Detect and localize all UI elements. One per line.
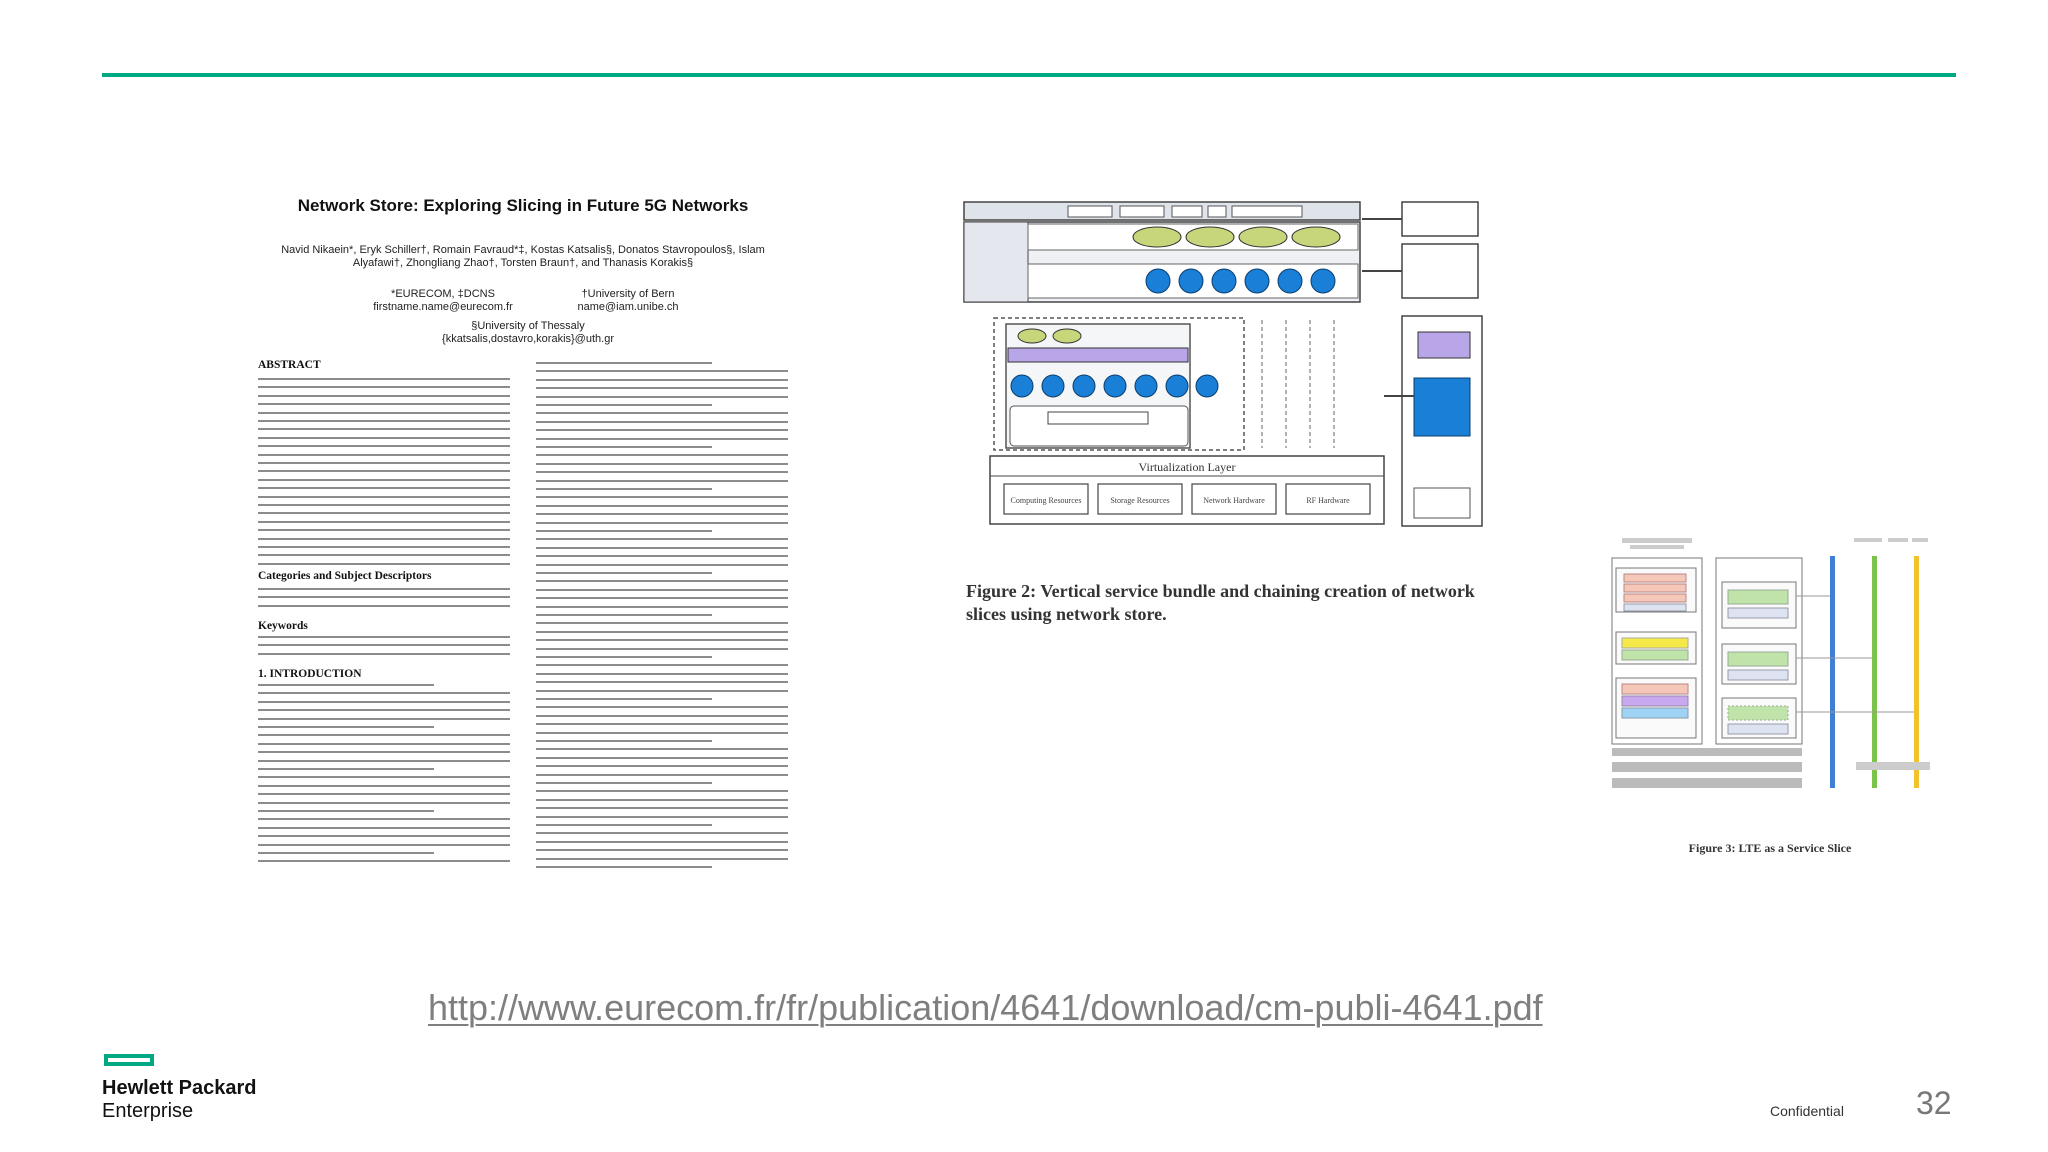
paper-text-line	[536, 564, 788, 566]
paper-text-line	[258, 588, 510, 590]
paper-text-line	[258, 760, 510, 762]
paper-text-line	[258, 563, 510, 565]
figure-2-caption: Figure 2: Vertical service bundle and chaining creation of network slices using network store.	[966, 581, 1475, 624]
paper-text-line	[258, 428, 510, 430]
paper-text-line	[258, 734, 510, 736]
paper-text-line	[536, 606, 788, 608]
paper-text-line	[536, 480, 788, 482]
paper-text-line	[536, 597, 788, 599]
paper-text-line	[258, 827, 510, 829]
fig2-virtualization-label: Virtualization Layer	[1138, 460, 1236, 474]
paper-text-line	[536, 622, 788, 624]
paper-text-line	[258, 684, 434, 686]
paper-text-line	[258, 420, 510, 422]
paper-text-line	[258, 521, 510, 523]
paper-text-line	[258, 470, 510, 472]
paper-text-line	[536, 522, 788, 524]
paper-text-line	[536, 446, 712, 448]
paper-text-line	[536, 538, 788, 540]
paper-text-line	[258, 403, 510, 405]
paper-text-line	[258, 818, 510, 820]
paper-text-line	[258, 776, 510, 778]
fig2-resource-network: Network Hardware	[1203, 496, 1265, 505]
paper-text-line	[536, 530, 712, 532]
paper-text-line	[536, 488, 712, 490]
paper-text-line	[536, 799, 788, 801]
paper-title: Network Store: Exploring Slicing in Future 5G Networks	[297, 196, 749, 215]
paper-text-line	[258, 810, 434, 812]
top-accent-rule	[102, 73, 1956, 77]
paper-text-line	[258, 487, 510, 489]
affiliation-thessaly: §University of Thessaly {kkatsalis,dostavro,korakis}@uth.gr	[442, 320, 614, 345]
paper-text-line	[258, 395, 510, 397]
section-abstract: ABSTRACT	[258, 359, 321, 371]
paper-text-line	[536, 438, 788, 440]
paper-text-line	[536, 824, 712, 826]
paper-text-line	[536, 816, 788, 818]
paper-text-line	[258, 751, 510, 753]
paper-text-line	[536, 866, 712, 868]
paper-text-line	[258, 718, 510, 720]
paper-text-line	[536, 454, 788, 456]
paper-text-line	[536, 648, 788, 650]
paper-text-line	[258, 793, 510, 795]
paper-text-line	[536, 379, 788, 381]
paper-text-line	[536, 547, 788, 549]
figure-3-diagram	[1610, 534, 1930, 814]
paper-text-line	[536, 858, 788, 860]
paper-text-line	[536, 463, 788, 465]
paper-text-line	[258, 726, 434, 728]
paper-text-line	[258, 512, 510, 514]
paper-text-line	[536, 782, 712, 784]
paper-text-line	[536, 580, 788, 582]
paper-text-line	[258, 860, 510, 862]
paper-text-line	[258, 605, 510, 607]
paper-text-line	[536, 765, 788, 767]
paper-first-page	[258, 194, 788, 874]
hpe-logo-subname: Enterprise	[102, 1100, 194, 1122]
paper-text-line	[258, 596, 510, 598]
paper-text-line	[536, 807, 788, 809]
paper-text-line	[536, 505, 788, 507]
paper-text-line	[536, 757, 788, 759]
paper-text-line	[536, 362, 712, 364]
hpe-logo-name: Hewlett Packard	[102, 1077, 257, 1099]
paper-text-line	[258, 743, 510, 745]
paper-text-line	[536, 715, 788, 717]
confidential-label: Confidential	[1770, 1103, 1844, 1119]
paper-text-line	[536, 841, 788, 843]
paper-authors: Navid Nikaein*, Eryk Schiller†, Romain Favraud*‡, Kostas Katsalis§, Donatos Stavropoulos§, Islam Alyafawi†, Zhongliang Zhao†, Torsten Braun†, and Thanasis Korakis§	[281, 244, 765, 269]
paper-text-line	[536, 370, 788, 372]
paper-text-line	[536, 706, 788, 708]
paper-text-line	[536, 732, 788, 734]
paper-text-line	[258, 412, 510, 414]
fig2-resource-computing: Computing Resources	[1010, 496, 1082, 505]
paper-text-line	[258, 768, 434, 770]
paper-text-line	[536, 496, 788, 498]
paper-text-line	[258, 636, 510, 638]
affiliation-bern: †University of Bern name@iam.unibe.ch	[577, 288, 679, 313]
section-keywords: Keywords	[258, 620, 308, 632]
paper-text-line	[536, 572, 712, 574]
paper-text-line	[536, 723, 788, 725]
paper-text-line	[536, 421, 788, 423]
paper-text-line	[536, 404, 712, 406]
paper-text-line	[258, 554, 510, 556]
paper-text-line	[536, 631, 788, 633]
paper-text-line	[536, 664, 788, 666]
paper-text-line	[258, 802, 510, 804]
paper-text-line	[258, 709, 510, 711]
paper-text-line	[258, 844, 510, 846]
paper-text-line	[536, 471, 788, 473]
section-categories: Categories and Subject Descriptors	[258, 570, 432, 582]
paper-text-line	[536, 639, 788, 641]
paper-text-line	[258, 538, 510, 540]
paper-text-line	[536, 429, 788, 431]
paper-text-line	[258, 454, 510, 456]
paper-text-line	[536, 396, 788, 398]
paper-text-line	[536, 690, 788, 692]
paper-text-line	[536, 740, 712, 742]
paper-text-line	[536, 849, 788, 851]
paper-text-line	[536, 790, 788, 792]
paper-text-line	[536, 698, 712, 700]
paper-text-line	[258, 653, 510, 655]
paper-text-line	[258, 692, 510, 694]
page-number: 32	[1916, 1085, 1952, 1121]
paper-text-line	[536, 412, 788, 414]
section-introduction: 1. INTRODUCTION	[258, 668, 362, 680]
paper-text-line	[258, 852, 434, 854]
affiliation-eurecom: *EURECOM, ‡DCNS firstname.name@eurecom.fr	[373, 288, 513, 313]
paper-text-line	[258, 437, 510, 439]
paper-text-line	[536, 555, 788, 557]
paper-text-line	[536, 513, 788, 515]
paper-text-line	[258, 496, 510, 498]
figure-2-diagram	[962, 198, 1490, 538]
fig2-resource-rf: RF Hardware	[1306, 496, 1350, 505]
paper-text-line	[258, 785, 510, 787]
paper-text-line	[258, 701, 510, 703]
paper-text-line	[258, 479, 510, 481]
paper-text-line	[258, 644, 510, 646]
paper-text-line	[258, 386, 510, 388]
paper-text-line	[536, 832, 788, 834]
paper-text-line	[258, 835, 510, 837]
paper-text-line	[258, 445, 510, 447]
paper-text-line	[536, 656, 712, 658]
paper-text-line	[536, 774, 788, 776]
paper-text-line	[536, 748, 788, 750]
paper-text-line	[258, 378, 510, 380]
source-url-link[interactable]: http://www.eurecom.fr/fr/publication/4641/download/cm-publi-4641.pdf	[428, 987, 1543, 1028]
paper-text-line	[258, 546, 510, 548]
paper-text-line	[536, 614, 712, 616]
paper-text-line	[536, 589, 788, 591]
paper-text-line	[536, 681, 788, 683]
fig2-resource-storage: Storage Resources	[1110, 496, 1170, 505]
paper-text-line	[536, 673, 788, 675]
paper-text-line	[258, 504, 510, 506]
paper-text-line	[536, 387, 788, 389]
paper-text-line	[258, 529, 510, 531]
paper-text-line	[258, 462, 510, 464]
figure-3-caption: Figure 3: LTE as a Service Slice	[1688, 841, 1852, 855]
hpe-logo-mark	[104, 1054, 154, 1066]
